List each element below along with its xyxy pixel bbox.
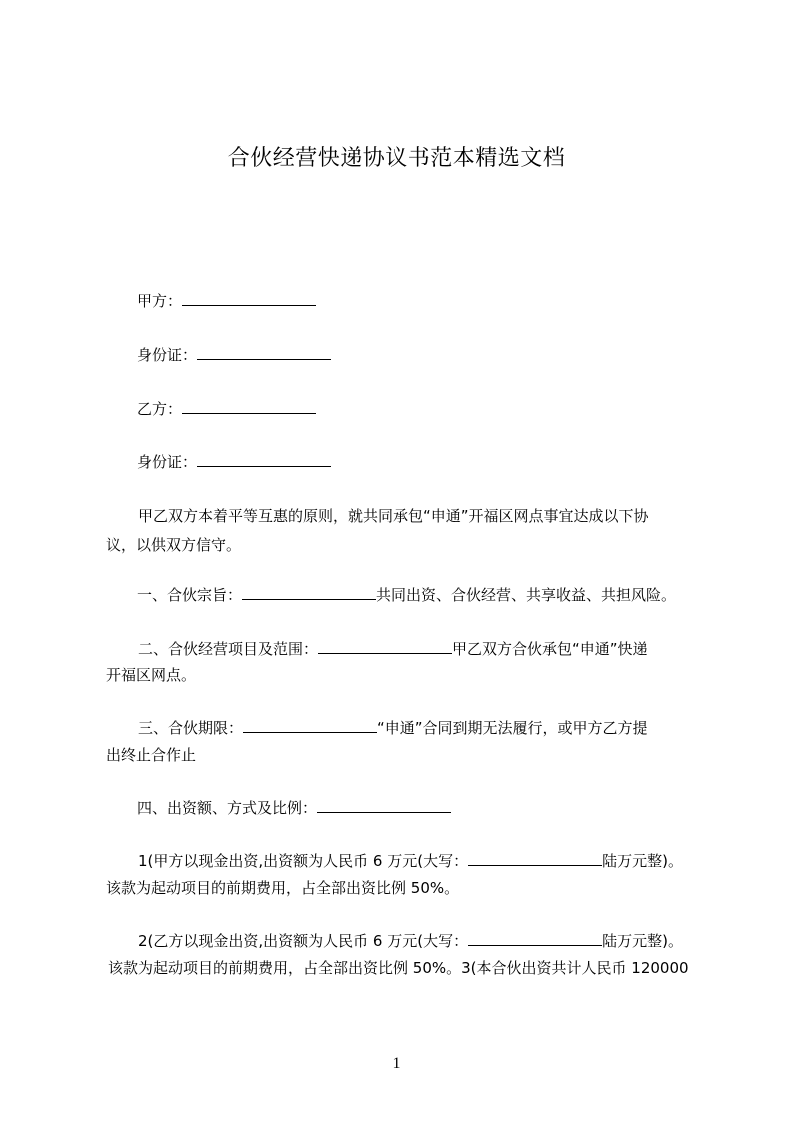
paragraph-1-blank (468, 851, 602, 866)
section-1-label: 一、合伙宗旨： (137, 586, 243, 604)
party-a-label: 甲方： (137, 292, 183, 310)
paragraph-2-blank (468, 931, 602, 946)
id-blank-2 (197, 452, 331, 467)
page-number: 1 (392, 1055, 401, 1072)
paragraph-2-end: 陆万元整)。 (602, 932, 683, 950)
paragraph-1-end: 陆万元整)。 (602, 852, 683, 870)
id-label-2: 身份证： (137, 453, 198, 471)
section-3-label: 三、合伙期限： (138, 719, 244, 737)
section-1-blank (242, 585, 376, 600)
section-1-text: 共同出资、合伙经营、共享收益、共担风险。 (376, 586, 677, 604)
section-4-label: 四、出资额、方式及比例： (137, 799, 318, 817)
paragraph-2-continued: 该款为起动项目的前期费用，占全部出资比例 50%。3(本合伙出资共计人民币 120000 (108, 959, 689, 977)
paragraph-1-start: 1(甲方以现金出资,出资额为人民币 6 万元(大写： (138, 852, 469, 870)
section-2-label: 二、合伙经营项目及范围： (138, 640, 319, 658)
preamble-line-1: 甲乙双方本着平等互惠的原则，就共同承包“申通”开福区网点事宜达成以下协 (138, 507, 649, 525)
section-2-blank (318, 639, 452, 654)
section-3 (138, 718, 648, 738)
party-b-label: 乙方： (137, 400, 183, 418)
section-2 (138, 639, 648, 659)
document-title: 合伙经营快递协议书范本精选文档 (227, 146, 566, 171)
party-a-blank (182, 291, 316, 306)
section-2-text: 甲乙双方合伙承包“申通”快递 (452, 640, 648, 658)
section-3-text: “申通”合同到期无法履行，或甲方乙方提 (377, 719, 648, 737)
paragraph-2 (138, 931, 683, 951)
section-3-blank (243, 718, 377, 733)
section-4 (137, 798, 451, 818)
section-2-continued: 开福区网点。 (106, 666, 197, 684)
preamble-line-2: 议，以供双方信守。 (106, 536, 242, 554)
paragraph-2-start: 2(乙方以现金出资,出资额为人民币 6 万元(大写： (138, 932, 469, 950)
id-label-1: 身份证： (137, 346, 198, 364)
party-b-line (137, 399, 316, 419)
id-line-2 (137, 452, 331, 472)
section-1 (137, 585, 676, 605)
paragraph-1 (138, 851, 683, 871)
id-blank-1 (197, 345, 331, 360)
id-line-1 (137, 345, 331, 365)
section-4-blank (317, 798, 451, 813)
section-3-continued: 出终止合作止 (106, 746, 197, 764)
party-a-line (137, 291, 316, 311)
paragraph-1-continued: 该款为起动项目的前期费用，占全部出资比例 50%。 (106, 879, 460, 897)
party-b-blank (182, 399, 316, 414)
